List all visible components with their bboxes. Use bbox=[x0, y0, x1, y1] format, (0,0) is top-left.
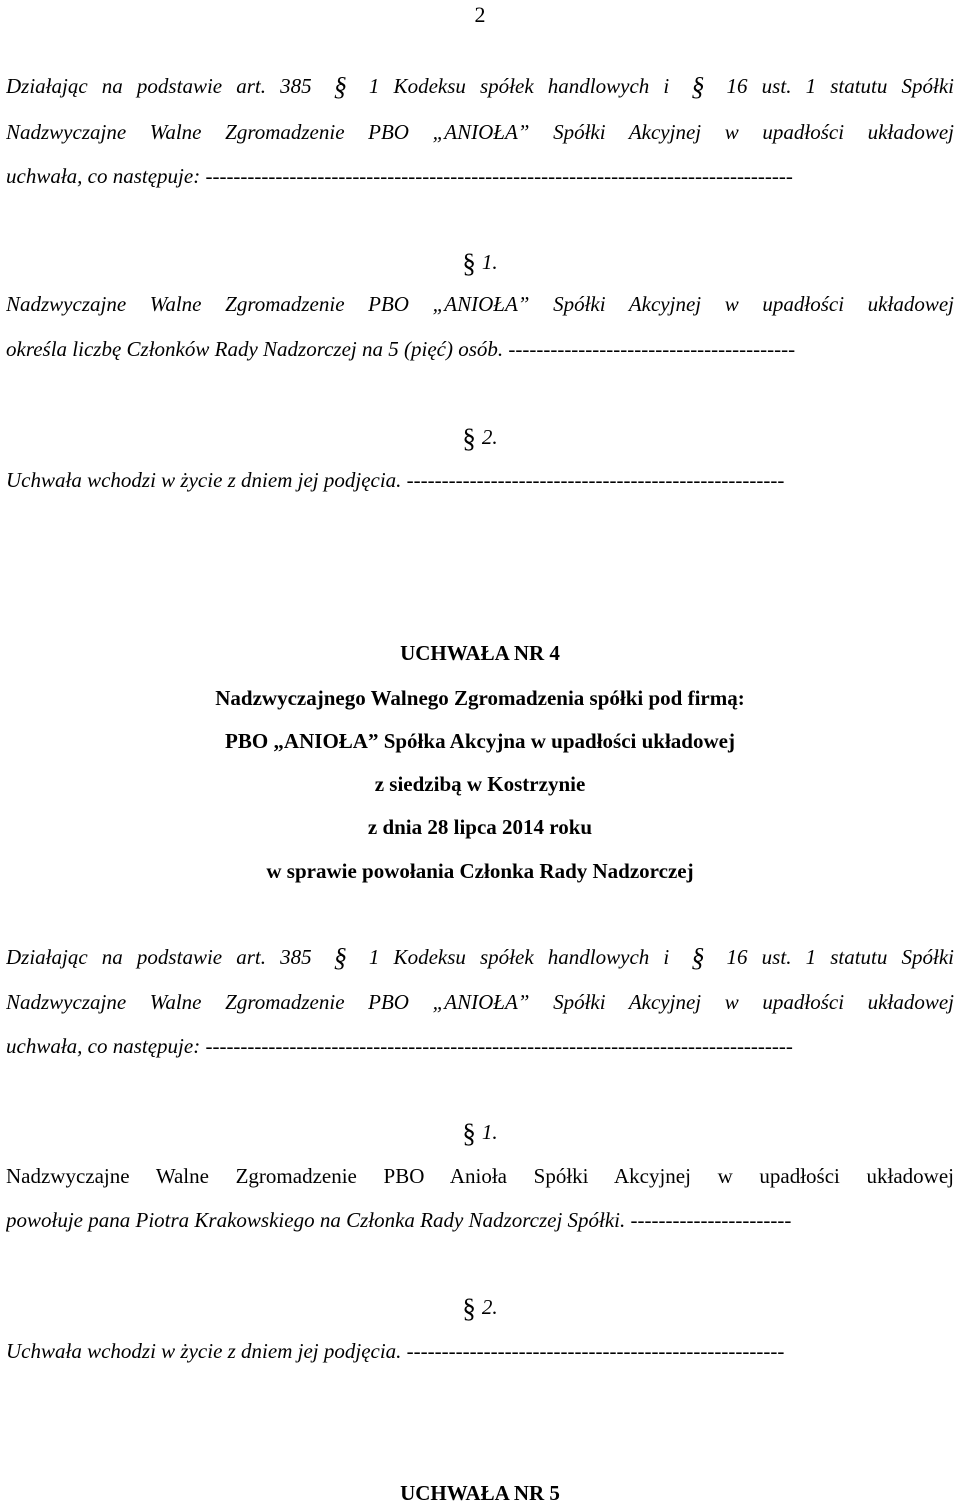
legal-basis-line bbox=[6, 72, 954, 100]
company-seat: z siedzibą w Kostrzynie bbox=[374, 772, 586, 796]
section-sign: § bbox=[462, 423, 476, 453]
page-number: 2 bbox=[474, 2, 486, 27]
legal-basis-line bbox=[6, 943, 954, 971]
resolution-5-title: UCHWAŁA NR 5 bbox=[400, 1481, 560, 1505]
legal-basis-part-c: 16 ust. 1 statutu Spółki bbox=[726, 74, 954, 98]
assembly-line: Nadzwyczajne Walne Zgromadzenie PBO „ANIOŁA” Spółki Akcyjnej w upadłości układowej bbox=[6, 120, 954, 144]
section-sign: § bbox=[462, 1118, 476, 1148]
assembly-line: Nadzwyczajne Walne Zgromadzenie PBO „ANIOŁA” Spółki Akcyjnej w upadłości układowej bbox=[6, 990, 954, 1014]
par2-text-line1: Uchwała wchodzi w życie z dniem jej podjęcia. ------------------------------------------------------ bbox=[6, 1339, 785, 1363]
legal-basis-part-b: 1 Kodeksu spółek handlowych i bbox=[368, 945, 670, 969]
resolution-subject: w sprawie powołania Członka Rady Nadzorczej bbox=[266, 859, 694, 883]
paragraph-2-heading: § 2. bbox=[462, 423, 498, 453]
par1-text-line1: Nadzwyczajne Walne Zgromadzenie PBO Anioła Spółki Akcyjnej w upadłości układowej bbox=[6, 1164, 954, 1188]
par2-text-line1: Uchwała wchodzi w życie z dniem jej podjęcia. ------------------------------------------------------ bbox=[6, 468, 785, 492]
legal-basis-part-b: 1 Kodeksu spółek handlowych i bbox=[368, 74, 670, 98]
legal-basis-part-a: Działając na podstawie art. 385 bbox=[6, 74, 312, 98]
resolution-date: z dnia 28 lipca 2014 roku bbox=[367, 815, 593, 839]
par1-text-line1: Nadzwyczajne Walne Zgromadzenie PBO „ANIOŁA” Spółki Akcyjnej w upadłości układowej bbox=[6, 292, 954, 316]
paragraph-2-heading: § 2. bbox=[462, 1293, 498, 1323]
resolves-line: uchwała, co następuje: ------------------------------------------------------------------------------------ bbox=[6, 164, 793, 188]
company-name: PBO „ANIOŁA” Spółka Akcyjna w upadłości układowej bbox=[225, 729, 735, 753]
paragraph-1-heading: § 1. bbox=[462, 248, 498, 278]
section-sign: § bbox=[691, 72, 705, 100]
legal-basis-part-c: 16 ust. 1 statutu Spółki bbox=[726, 945, 954, 969]
par1-text-line2: określa liczbę Członków Rady Nadzorczej na 5 (pięć) osób. ----------------------------------------- bbox=[6, 337, 796, 361]
section-sign: § bbox=[333, 943, 347, 971]
section-sign: § bbox=[333, 72, 347, 100]
par1-text-line2: powołuje pana Piotra Krakowskiego na Członka Rady Nadzorczej Spółki. ----------------------- bbox=[6, 1208, 792, 1232]
resolves-line: uchwała, co następuje: ------------------------------------------------------------------------------------ bbox=[6, 1034, 793, 1058]
paragraph-1-heading: § 1. bbox=[462, 1118, 498, 1148]
resolution-4-title: UCHWAŁA NR 4 bbox=[400, 641, 560, 665]
resolution-4-subtitle: Nadzwyczajnego Walnego Zgromadzenia spółki pod firmą: bbox=[215, 686, 745, 710]
legal-basis-part-a: Działając na podstawie art. 385 bbox=[6, 945, 312, 969]
section-sign: § bbox=[691, 943, 705, 971]
section-sign: § bbox=[462, 1293, 476, 1323]
section-sign: § bbox=[462, 248, 476, 278]
